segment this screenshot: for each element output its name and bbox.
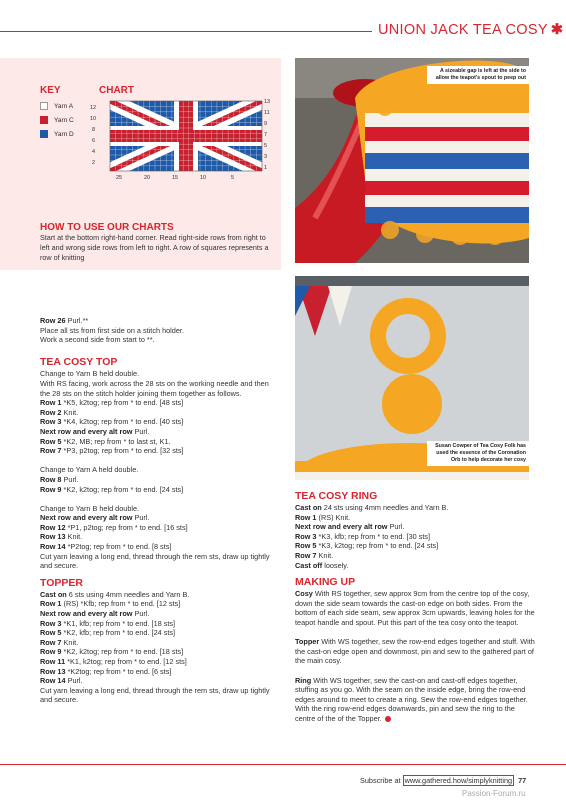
page-number: 77 <box>518 776 527 785</box>
header-rule <box>0 31 372 32</box>
end-marker-icon <box>385 716 391 722</box>
row-label: 11 <box>264 110 270 116</box>
row-label: 2 <box>92 160 96 166</box>
footer: Subscribe at www.gathered.how/simplyknitting 77 <box>360 776 527 785</box>
swatch-yarn-a <box>40 102 48 110</box>
chart-grid <box>98 99 273 179</box>
swatch-yarn-d <box>40 130 48 138</box>
row-label: 3 <box>264 154 268 160</box>
key-item-yarn-a: Yarn A <box>40 99 74 113</box>
chart-heading: CHART <box>99 85 134 96</box>
key-item-yarn-d: Yarn D <box>40 127 74 141</box>
photo-caption-orb: Susan Cowper of Tea Cosy Folk has used the essence of the Coronation Orb to help decorate her cosy <box>427 441 529 466</box>
row-label: 13 <box>264 99 271 105</box>
row-label: 5 <box>264 143 268 149</box>
key-list <box>40 99 74 141</box>
page-title: UNION JACK TEA COSY ✱ <box>372 22 566 40</box>
row-label: 6 <box>92 138 96 144</box>
row-label: 4 <box>92 149 96 155</box>
key-heading: KEY <box>40 85 61 96</box>
photo-caption-spout: A sizeable gap is left at the side to allow the teapot's spout to peep out <box>427 66 529 84</box>
row-label: 1 <box>264 165 268 171</box>
swatch-yarn-c <box>40 116 48 124</box>
union-jack-chart <box>90 99 273 184</box>
asterisk-icon: ✱ <box>550 22 564 38</box>
left-column: Row 26 Purl.** Place all sts from first side on a stitch holder. Work a second side from start to **. TEA COSY TOP Change to Yarn B held double. With RS facing, work across the 28 sts on the working needle and then the 28 sts on the stitch holder joining them together as follows. Row 1 *K5, k2tog; rep from * to end. [48 sts] Row 2 Knit. Row 3 *K4, k2tog; rep from * to end. [40 sts] Next row and every alt row Purl. Row 5 *K2, MB; rep from * to last st, K1. Row 7 *P3, p2tog; rep from * to end. [32 sts] Change to Yarn A held double. Row 8 Purl. Row 9 *K2, k2tog; rep from * to end. [24 sts] Change to Yarn B held double. Next row and every alt row Purl. Row 12 *P1, p2tog; rep from * to end. [16 sts] Row 13 Knit. Row 14 *P2tog; rep from * to end. [8 sts] Cut yarn leaving a long end, thread through the rem sts, draw up tightly and secure. TOPPER Cast on 6 sts using 4mm needles and Yarn B. Row 1 (RS) *Kfb; rep from * to end. [12 sts] Next row and every alt row Purl. Row 3 *K1, kfb; rep from * to end. [18 sts] Row 5 *K2, kfb; rep from * to end. [24 sts] Row 7 Knit. Row 9 *K2, k2tog; rep from * to end. [18 sts] Row 11 *K1, k2tog; rep from * to end. [12 sts] Row 13 *K2tog; rep from * to end. [6 sts] Row 14 Purl. Cut yarn leaving a long end, thread through the rem sts, draw up tightly and secure. <box>40 316 280 705</box>
column-label: 25 <box>116 175 123 181</box>
column-label: 5 <box>231 175 235 181</box>
row-label: 7 <box>264 132 268 138</box>
how-to-text: Start at the bottom right-hand corner. Read right-side rows from right to left and wrong side rows from left to right. A row of squares represents a row of knitting <box>40 233 269 263</box>
row-label: 10 <box>90 116 97 122</box>
teapot-photo <box>295 58 529 263</box>
column-label: 15 <box>172 175 179 181</box>
column-label: 10 <box>200 175 207 181</box>
footer-rule <box>0 764 566 765</box>
row-label: 8 <box>92 127 96 133</box>
right-column: TEA COSY RING Cast on 24 sts using 4mm needles and Yarn B. Row 1 (RS) Knit. Next row and every alt row Purl. Row 3 *K3, kfb; rep from * to end. [30 sts] Row 5 *K3, k2tog; rep from * to end. [24 sts] Row 7 Knit. Cast off loosely. MAKING UP Cosy With RS together, sew approx 9cm from the centre top of the cosy, down the side seam towards the cast-on edge on both sides. From the bottom of each side seam, sew approx 3cm upwards, leaving holes for the teapot handle and spout. Put this part of the tea cosy onto the teapot. Topper With WS together, sew the row-end edges together and stuff. With the cast-on edge open and downmost, pin and sew to the gathered part of the main cosy. Ring With WS together, sew the cast-on and cast-off edges together, stuffing as you go. With the seam on the inside edge, bring the row-end edges around to meet to create a ring. Sew the row-end edges together. With the ring row-end edges downwards, pin and sew the ring to the centre of the of the Topper. <box>295 490 535 723</box>
row-label: 9 <box>264 121 268 127</box>
tea-cosy-top-heading: TEA COSY TOP <box>40 356 118 369</box>
watermark: Passion-Forum.ru <box>462 789 526 798</box>
column-label: 20 <box>144 175 151 181</box>
tea-cosy-ring-heading: TEA COSY RING <box>295 490 378 502</box>
how-to-heading: HOW TO USE OUR CHARTS <box>40 222 174 233</box>
key-item-yarn-c: Yarn C <box>40 113 74 127</box>
row-label: 12 <box>90 105 97 111</box>
making-up-heading: MAKING UP <box>295 576 356 589</box>
topper-heading: TOPPER <box>40 576 83 589</box>
subscribe-link[interactable]: www.gathered.how/simplyknitting <box>404 776 513 785</box>
